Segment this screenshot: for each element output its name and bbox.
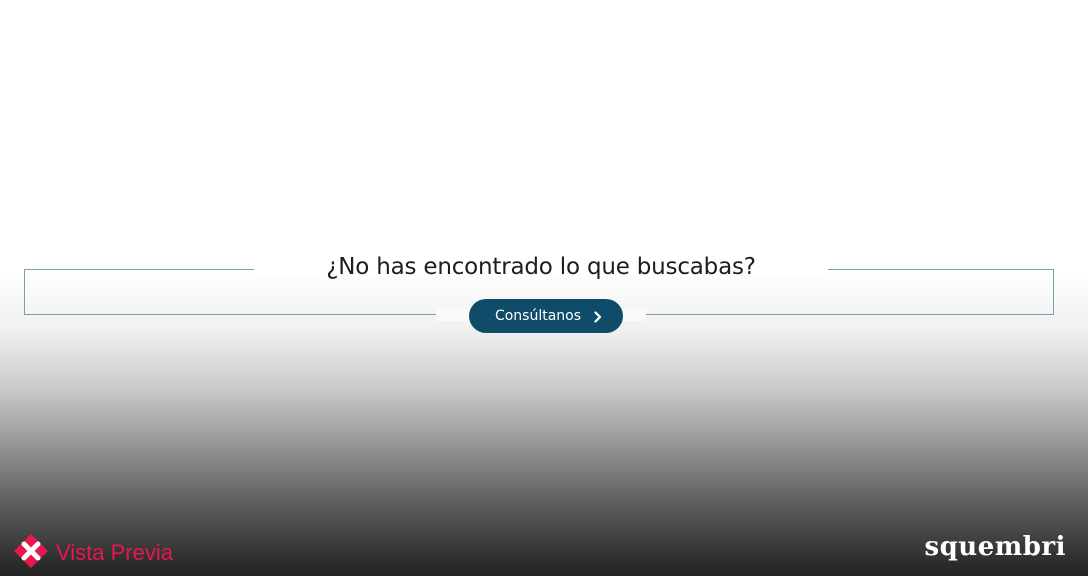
vista-previa-label: Vista Previa <box>56 540 173 565</box>
consultanos-button-label: Consúltanos <box>494 308 582 324</box>
brand-logo: squembri <box>924 532 1066 562</box>
chevron-right-icon <box>593 310 603 322</box>
banner-headline: ¿No has encontrado lo que buscabas? <box>326 254 756 280</box>
consultanos-button[interactable] <box>469 299 623 333</box>
close-x-icon[interactable] <box>10 530 52 572</box>
